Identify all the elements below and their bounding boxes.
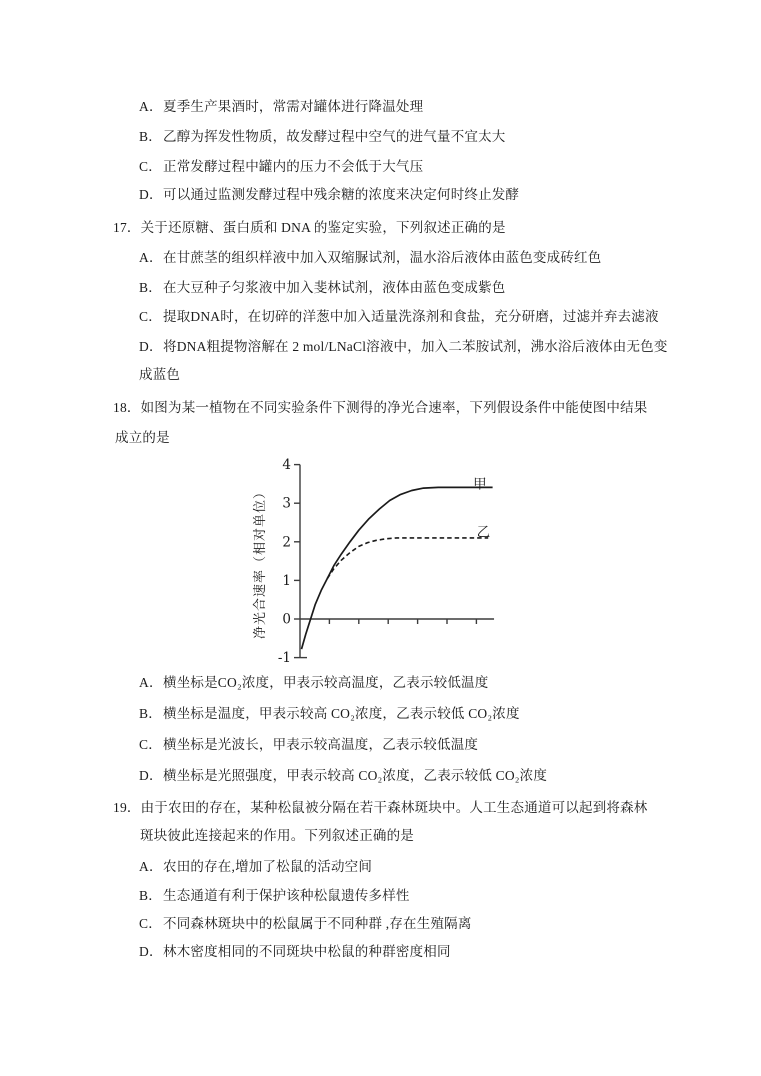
question-number: 18． [113, 400, 141, 415]
svg-text:2: 2 [282, 534, 291, 551]
option-label: D． [139, 339, 163, 354]
option-text: 乙醇为挥发性物质，故发酵过程中空气的进气量不宜太大 [163, 129, 506, 144]
q19-option-d [139, 942, 451, 962]
option-text: 提取DNA时，在切碎的洋葱中加入适量洗涤剂和食盐，充分研磨，过滤并弃去滤液 [163, 309, 659, 324]
option-text: 不同森林斑块中的松鼠属于不同种群 ,存在生殖隔离 [163, 916, 472, 931]
question-stem-text: 斑块彼此连接起来的作用。下列叙述正确的是 [140, 828, 414, 843]
option-text: 可以通过监测发酵过程中残余糖的浓度来决定何时终止发酵 [163, 187, 520, 202]
q17-option-d [139, 337, 668, 357]
q18-option-d [139, 766, 547, 786]
question-stem-text: 由于农田的存在，某种松鼠被分隔在若干森林斑块中。人工生态通道可以起到将森林 [140, 800, 648, 815]
option-label: C． [139, 737, 162, 752]
q16-option-b [139, 127, 506, 147]
q19-stem-line2 [140, 826, 414, 846]
option-text: 正常发酵过程中罐内的压力不会低于大气压 [163, 159, 424, 174]
svg-text:甲: 甲 [473, 476, 487, 493]
option-text: 农田的存在,增加了松鼠的活动空间 [163, 859, 373, 874]
option-label: D． [139, 944, 163, 959]
q19-option-a [139, 857, 372, 877]
option-label: A． [139, 250, 163, 265]
option-text: 横坐标是光波长，甲表示较高温度，乙表示较低温度 [163, 737, 479, 752]
option-label: A． [139, 859, 163, 874]
option-text: 成蓝色 [139, 367, 181, 382]
q17-option-a [139, 248, 601, 268]
option-label: A． [139, 99, 163, 114]
question-stem-text: 如图为某一植物在不同实验条件下测得的净光合速率，下列假设条件中能使图中结果 [140, 400, 648, 415]
q18-option-a [139, 673, 488, 693]
svg-text:4: 4 [282, 457, 291, 474]
svg-text:净光合速率（相对单位）: 净光合速率（相对单位） [253, 484, 268, 640]
option-text: 在大豆种子匀浆液中加入斐林试剂，液体由蓝色变成紫色 [163, 280, 506, 295]
svg-text:3: 3 [282, 495, 291, 512]
q16-option-d [139, 185, 519, 205]
option-text: 在甘蔗茎的组织样液中加入双缩脲试剂，温水浴后液体由蓝色变成砖红色 [163, 250, 602, 265]
q18-option-c [139, 735, 478, 755]
q18-stem-line1 [113, 398, 648, 418]
option-text: 横坐标是光照强度，甲表示较高 CO₂浓度，乙表示较低 CO₂浓度 [163, 768, 548, 783]
question-stem-text: 关于还原糖、蛋白质和 DNA 的鉴定实验，下列叙述正确的是 [140, 220, 506, 235]
q17-option-c [139, 307, 659, 327]
option-label: D． [139, 187, 163, 202]
q19-stem-line1 [113, 798, 648, 818]
option-text: 生态通道有利于保护该种松鼠遗传多样性 [163, 888, 410, 903]
q19-option-c [139, 914, 472, 934]
option-label: C． [139, 309, 162, 324]
option-label: B． [139, 706, 162, 721]
q18-stem-line2 [115, 428, 170, 448]
option-text: 夏季生产果酒时，常需对罐体进行降温处理 [163, 99, 424, 114]
option-label: C． [139, 916, 162, 931]
option-text: 林木密度相同的不同斑块中松鼠的种群密度相同 [163, 944, 451, 959]
q17-option-b [139, 278, 506, 298]
svg-text:0: 0 [282, 611, 291, 628]
q16-option-c [139, 157, 423, 177]
question-number: 19． [113, 800, 141, 815]
question-number: 17． [113, 220, 141, 235]
question-stem-text: 成立的是 [115, 430, 170, 445]
q17-stem [113, 218, 506, 238]
option-label: B． [139, 280, 162, 295]
svg-text:乙: 乙 [476, 524, 491, 541]
q17-option-d-continuation [139, 365, 180, 385]
q19-option-b [139, 886, 410, 906]
option-label: B． [139, 129, 162, 144]
q16-option-a [139, 97, 423, 117]
q18-option-b [139, 704, 520, 724]
option-text: 横坐标是温度，甲表示较高 CO₂浓度，乙表示较低 CO₂浓度 [163, 706, 520, 721]
option-text: 将DNA粗提物溶解在 2 mol/LNaCl溶液中，加入二苯胺试剂，沸水浴后液体由无色变 [163, 339, 668, 354]
option-label: A． [139, 675, 163, 690]
option-text: 横坐标是CO₂浓度，甲表示较高温度，乙表示较低温度 [163, 675, 489, 690]
option-label: C． [139, 159, 162, 174]
svg-text:-1: -1 [277, 650, 291, 667]
option-label: B． [139, 888, 162, 903]
net-photosynthesis-chart [250, 456, 506, 674]
svg-text:1: 1 [282, 572, 291, 589]
chart-svg [250, 456, 506, 674]
option-label: D． [139, 768, 163, 783]
